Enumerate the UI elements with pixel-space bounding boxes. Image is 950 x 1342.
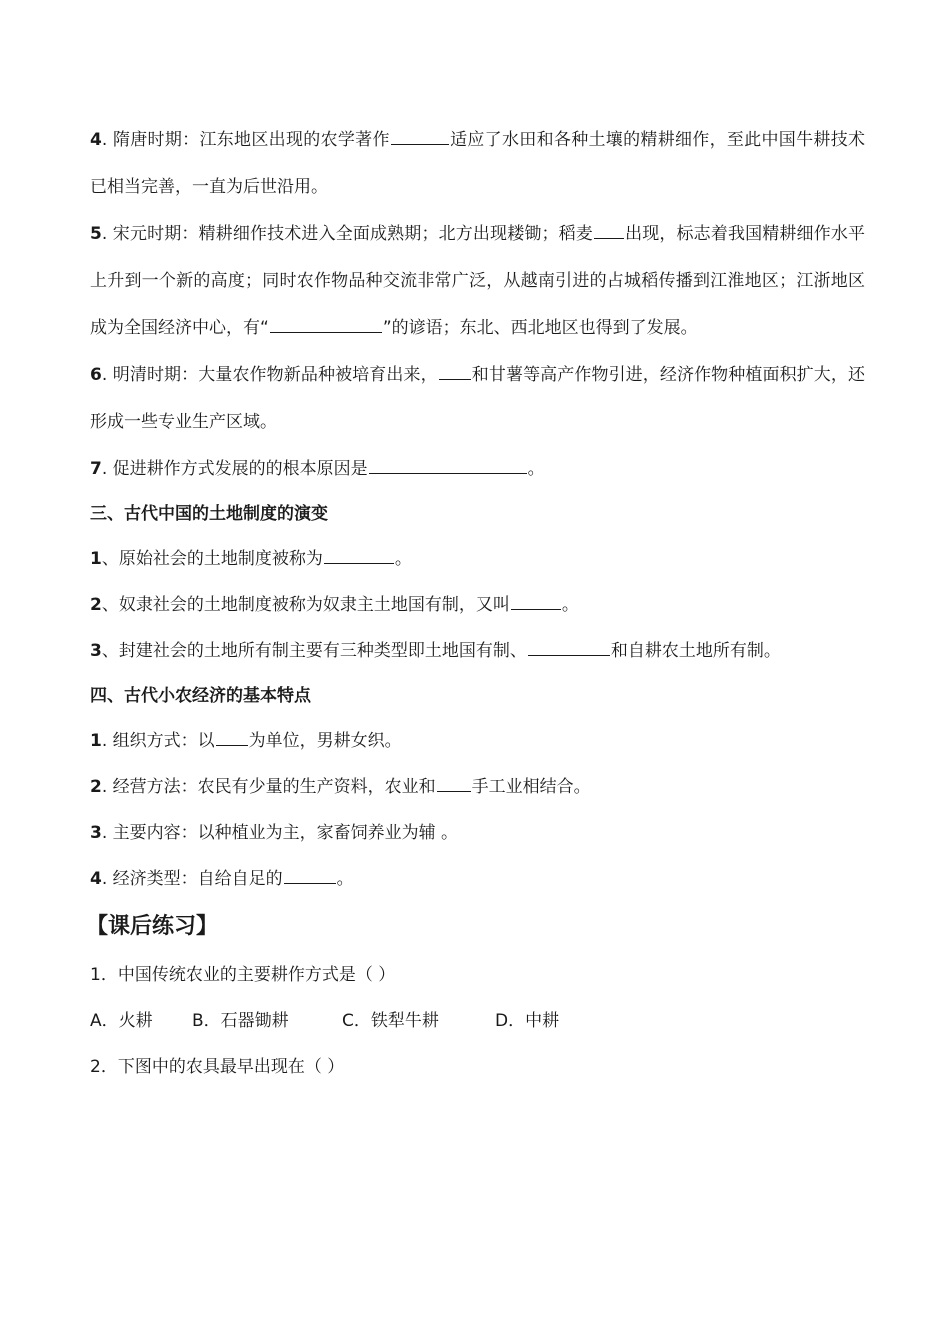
item-6-number: 6 (90, 365, 102, 385)
question-number: 3 (90, 641, 102, 661)
section-4-question-3 (90, 810, 865, 856)
question-text: . 经营方法：农民有少量的生产资料，农业和 (101, 777, 436, 797)
question-text: 和自耕农土地所有制。 (610, 641, 781, 661)
fill-blank[interactable] (528, 639, 610, 656)
item-6-text-b: 和甘薯等高产作物引进，经济作物种植面积扩大，还形成一些专业生产区域。 (90, 365, 865, 432)
question-number: 2 (90, 777, 102, 797)
item-7-text-a: . 促进耕作方式发展的的根本原因是 (101, 459, 368, 479)
question-number: 1 (90, 549, 102, 569)
item-7 (90, 446, 865, 492)
item-4 (90, 117, 865, 211)
exercises-title: 【课后练习】 (86, 914, 219, 939)
question-number: 2 (90, 595, 102, 615)
exercise-question-1: 1．中国传统农业的主要耕作方式是（ ） (90, 965, 396, 985)
item-5-text-a: . 宋元时期：精耕细作技术进入全面成熟期；北方出现耧锄；稻麦 (101, 224, 593, 244)
fill-blank[interactable] (511, 593, 561, 610)
question-number: 4 (90, 869, 102, 889)
fill-blank[interactable] (324, 547, 394, 564)
item-5 (90, 211, 865, 352)
question-text: 、奴隶社会的土地制度被称为奴隶主土地国有制，又叫 (101, 595, 510, 615)
fill-blank[interactable] (439, 363, 471, 380)
fill-blank[interactable] (284, 867, 336, 884)
option-a[interactable]: A．火耕 (90, 1011, 153, 1031)
section-4-question-2 (90, 764, 865, 810)
item-4-number: 4 (90, 130, 102, 150)
question-text: 、原始社会的土地制度被称为 (101, 549, 323, 569)
question-number: 1 (90, 731, 102, 751)
question-text: 。 (561, 595, 579, 615)
item-5-text-b: 出现，标志着我国精耕细作水平上升到一个新的高度；同时农作物品种交流非常广泛，从越南引进的占城稻传播到江淮地区；江浙地区成为全国经济中心，有“ (90, 224, 866, 338)
question-text: 、封建社会的土地所有制主要有三种类型即土地国有制、 (101, 641, 527, 661)
fill-blank[interactable] (369, 457, 527, 474)
exercise-question-2: 2．下图中的农具最早出现在（ ） (90, 1057, 345, 1077)
document-page (86, 117, 866, 1090)
question-number: 3 (90, 823, 102, 843)
fill-blank[interactable] (216, 729, 248, 746)
fill-blank[interactable] (437, 775, 471, 792)
option-d[interactable]: D．中耕 (495, 1011, 560, 1031)
fill-blank[interactable] (391, 128, 449, 145)
question-text: 。 (336, 869, 354, 889)
option-b[interactable]: B．石器锄耕 (192, 1011, 289, 1031)
item-6-text-a: . 明清时期：大量农作物新品种被培育出来， (101, 365, 438, 385)
question-text: . 主要内容：以种植业为主，家畜饲养业为辅 。 (101, 823, 459, 843)
section-3-question-1 (90, 536, 865, 582)
section-4-question-4 (90, 856, 865, 902)
exercise-question-1-options (90, 998, 865, 1044)
option-c[interactable]: C．铁犁牛耕 (342, 1011, 439, 1031)
question-text: . 经济类型：自给自足的 (101, 869, 283, 889)
question-text: 手工业相结合。 (471, 777, 591, 797)
item-5-text-c: ”的谚语；东北、西北地区也得到了发展。 (382, 318, 698, 338)
section-4-question-1 (90, 718, 865, 764)
item-4-text-a: . 隋唐时期：江东地区出现的农学著作 (101, 130, 390, 150)
question-text: . 组织方式：以 (101, 731, 215, 751)
item-7-number: 7 (90, 459, 102, 479)
question-text: 。 (394, 549, 412, 569)
item-5-number: 5 (90, 224, 102, 244)
fill-blank[interactable] (594, 222, 624, 239)
item-6 (90, 352, 865, 446)
question-text: 为单位，男耕女织。 (248, 731, 402, 751)
section-3-question-3 (90, 628, 865, 674)
item-4-text-b: 适应了水田和各种土壤的精耕细作，至此中国牛耕技术已相当完善，一直为后世沿用。 (90, 130, 866, 197)
section-3-heading: 三、古代中国的土地制度的演变 (90, 504, 328, 524)
item-7-text-b: 。 (527, 459, 545, 479)
section-4-heading: 四、古代小农经济的基本特点 (90, 686, 311, 706)
section-3-question-2 (90, 582, 865, 628)
fill-blank[interactable] (270, 316, 382, 333)
